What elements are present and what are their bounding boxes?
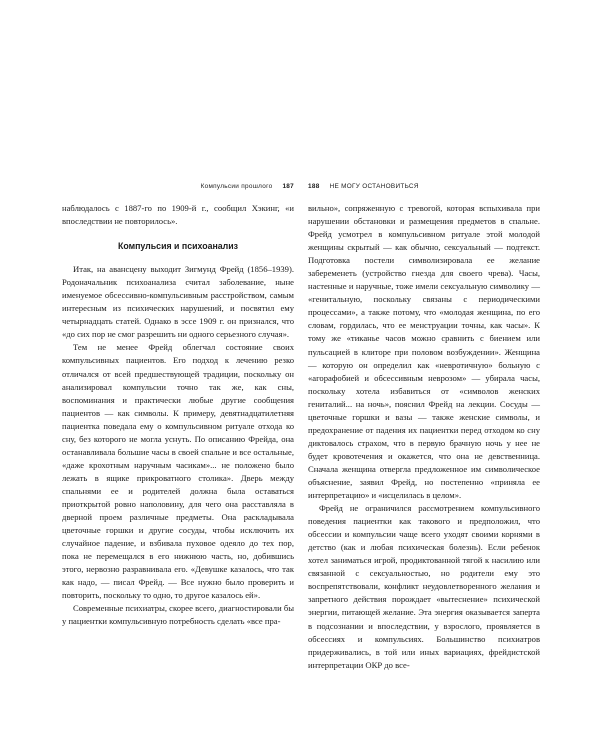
left-paragraph-2: Тем не менее Фрейд облегчал состояние своих компульсивных пациентов. Его подход к лечению резко отличался от всей предшествующей традиции, поскольку он анализировал компульсии точно так же, как сны, воспоминания и практически любые другие сообщения пациентов — как символы. К примеру, девятнадцатилетняя пациентка поведала ему о компульсивном ритуале отхода ко сну, без которого не могла уснуть. По описанию Фрейда, она останавливала большие часы в своей спальне и все остальные, «даже крохотным наручным часикам»... не положено было лежать в ящике прикроватного столика». Дверь между спальнями ее и родителей должна была оставаться приоткрытой ровно наполовину, для чего она расставляла в дверной проем различные предметы. Она раскладывала цветочные горшки и другие сосуды, чтобы исключить их случайное падение, и взбивала пуховое одеяло до тех пор, пока не перемещался в его нижнюю часть, но, добившись этого, нервозно разравнивала его. «Девушке казалось, что так как надо, — писал Фрейд. — Все нужно было проверить и повторить, поскольку то одно, то другое казалось ей». [62, 342, 294, 601]
left-paragraph-3: Современные психиатры, скорее всего, диагностировали бы у пациентки компульсивную потребность сделать «все пра- [62, 603, 294, 627]
left-paragraph-1: Итак, на авансцену выходит Зигмунд Фрейд (1856–1939). Родоначальник психоанализа считал заболевание, ныне именуемое обсессивно-компульсивным расстройством, самым интересным из психических нарушений, и посвятил ему четырнадцать статей. Однако в эссе 1909 г. он признался, что «до сих пор не смог разрешить ни одного серьезного случая». [62, 264, 294, 340]
left-opening-paragraph: наблюдалось с 1887-го по 1909-й г., сообщил Хэкинг, «и впоследствии не повторилось». [62, 203, 294, 227]
right-running-head-title: НЕ МОГУ ОСТАНОВИТЬСЯ [329, 183, 419, 190]
right-paragraph-1: вильно», сопряженную с тревогой, которая вспыхивала при нарушении обстановки и размещения предметов в спальне. Фрейд усмотрел в компульсивном ритуале этой молодой женщины скрытый — как обычно, сексуальный — подтекст. Подготовка постели символизировала ее желание забеременеть (устройство гнезда для своего чрева). Часы, настенные и наручные, тоже имели сексуальную символику — «генитальную, поскольку связаны с периодическими процессами», а также потому, что «молодая женщина, по его словам, гордилась, что ее менструации точны, как часы». К тому же «тиканье часов можно сравнить с биением или пульсацией в клиторе при половом возбуждении». Женщина — которую он определил как «невротичную» больную с «агорафобией и обсессивным неврозом» — убирала часы, поскольку хотела избавиться от «символов женских гениталий... на ночь», пояснил Фрейд на лекции. Сосуды — цветочные горшки и вазы — также женские символы, и предохранение от падения их пациентки перед отходом ко сну диктовалось страхом, что в первую брачную ночь у нее не будет кровотечения и окажется, что она не девственница. Сначала женщина отвергла предложенное им символическое объяснение, заявил Фрейд, но постепенно «приняла ее интерпретацию» и «исцелилась в целом». [308, 203, 540, 501]
right-paragraph-2: Фрейд не ограничился рассмотрением компульсивного поведения пациентки как такового и предположил, что обсессии и компульсии чаще всего уходят своими корнями в детство (как и любая психическая болезнь). Если ребенок хотел заниматься игрой, продиктованной тягой к насилию или связанной с сексуальностью, но родители ему это воспрепятствовали, конфликт неудовлетворенного желания и запретного действия порождает «вытеснение» психической энергии, питающей желание. Эта энергия оказывается заперта в подсознании и впоследствии, у взрослого, проявляется в обсессиях и компульсиях. Большинство психиатров придерживались, в той или иных вариациях, фрейдистской интерпретации ОКР до все- [308, 503, 540, 670]
left-running-head-title: Компульсии прошлого [200, 183, 273, 190]
right-page-number: 188 [308, 183, 320, 190]
left-page-number: 187 [282, 183, 294, 190]
right-page [308, 180, 540, 672]
right-running-head [308, 180, 540, 202]
section-heading: Компульсия и психоанализ [117, 241, 239, 252]
left-running-head [62, 180, 294, 202]
left-page [62, 180, 294, 628]
